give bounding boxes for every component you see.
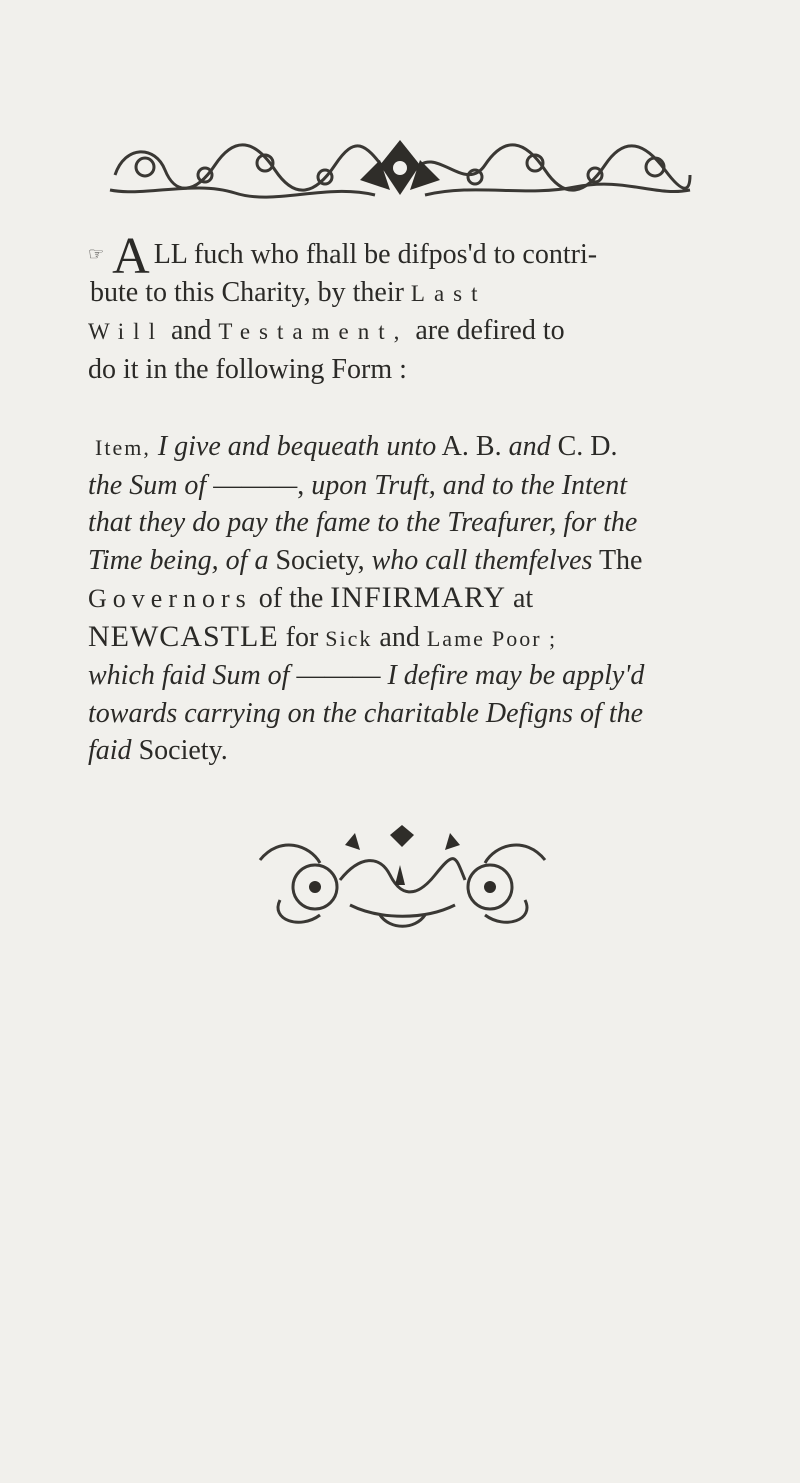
- drop-cap: A: [112, 228, 150, 285]
- tailpiece-ornament: [240, 825, 565, 930]
- bequest-text-1: I give and bequeath unto: [157, 431, 437, 462]
- bequest-for: for: [285, 621, 319, 653]
- notice-line-2: bute to this Charity, by their: [90, 276, 404, 308]
- bequest-dash-1: ———,: [213, 469, 305, 501]
- text-block: [88, 228, 720, 770]
- notice-will: Will: [88, 319, 164, 344]
- bequest-the: The: [598, 544, 643, 576]
- notice-testament: Testament,: [218, 319, 409, 344]
- bequest-text-4: that they do pay the fame to the Treafurer, for the: [88, 507, 638, 538]
- notice-line-4: do it in the following Form :: [88, 353, 407, 385]
- pointing-hand-icon: ☞: [88, 244, 105, 264]
- bequest-society-1: Society,: [275, 544, 365, 576]
- bequest-dash-2: ———: [296, 660, 381, 691]
- bequest-text-9: towards carrying on the charitable Defigns of the: [88, 697, 644, 729]
- bequest-and-2: and: [379, 621, 420, 653]
- bequest-text-5: Time being, of: [88, 544, 248, 576]
- bequest-of-the: of the: [258, 583, 324, 614]
- bequest-text-8: I defire may be apply'd: [387, 660, 645, 691]
- bequest-poor: Poor ;: [491, 625, 558, 651]
- bequest-at: at: [513, 583, 534, 614]
- bequest-text-6: who call themfelves: [371, 544, 593, 576]
- bequest-paragraph: [88, 428, 720, 770]
- bequest-cd: C. D.: [557, 431, 618, 462]
- bequest-governors: Governors: [88, 584, 252, 613]
- bequest-a: a: [254, 544, 269, 576]
- bequest-infirmary: INFIRMARY: [330, 581, 506, 614]
- notice-paragraph: [88, 228, 720, 388]
- bequest-society-2: Society.: [138, 735, 228, 766]
- bequest-item: Item,: [95, 435, 151, 460]
- bequest-text-10: faid: [88, 735, 132, 766]
- bequest-text-2: the Sum of: [88, 469, 207, 501]
- bequest-and-1: and: [508, 431, 551, 462]
- bequest-text-7: which faid Sum of: [88, 660, 290, 691]
- notice-and: and: [170, 315, 212, 346]
- headpiece-ornament: [105, 135, 695, 203]
- bequest-ab: A. B.: [441, 431, 502, 462]
- bequest-text-3: upon Truft, and to the Intent: [311, 469, 627, 501]
- notice-line-3b: are defired to: [415, 315, 565, 346]
- bequest-newcastle: NEWCASTLE: [88, 619, 279, 653]
- bequest-lame: Lame: [426, 625, 485, 651]
- bequest-sick: Sick: [325, 625, 373, 651]
- notice-line-1: LL fuch who fhall be difpos'd to contri-: [153, 239, 598, 270]
- notice-last: Last: [410, 280, 487, 306]
